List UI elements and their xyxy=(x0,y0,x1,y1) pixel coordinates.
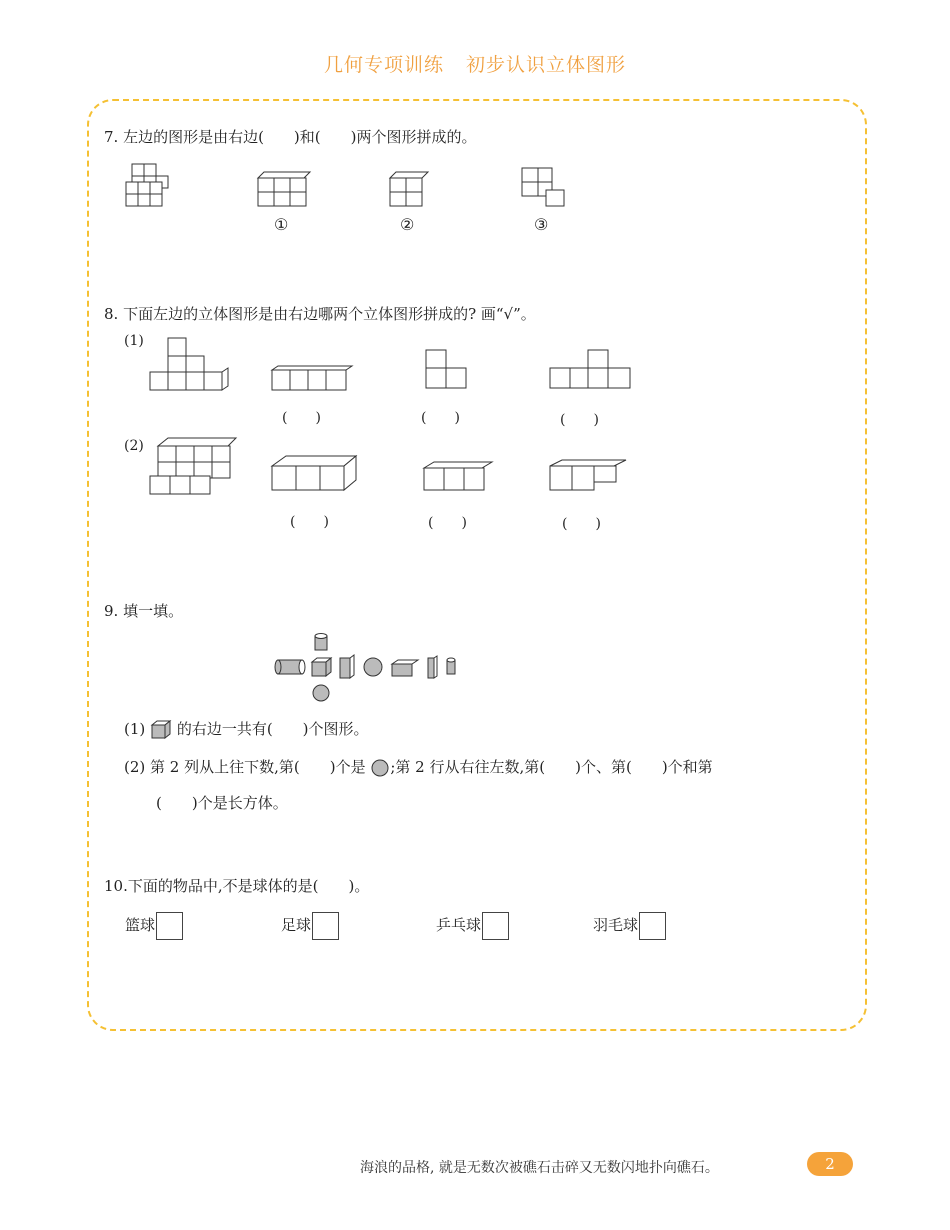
q8-2-paren-a[interactable]: ( ) xyxy=(290,514,329,530)
answer-checkbox[interactable] xyxy=(482,912,509,940)
header-topic: 几何专项训练 xyxy=(323,54,444,76)
q7-text: 7. 左边的图形是由右边( )和( )两个图形拼成的。 xyxy=(104,128,477,146)
q7-label-2: ② xyxy=(400,215,415,234)
q7-label-3: ③ xyxy=(534,215,549,234)
q8-1-paren-b[interactable]: ( ) xyxy=(421,410,460,426)
q10-option-pingpong[interactable] xyxy=(436,912,509,940)
q9-sub1 xyxy=(124,718,369,740)
q10-option-label: 羽毛球 xyxy=(593,916,639,934)
q10-option-label: 篮球 xyxy=(125,916,156,934)
q9-sub2-text-a: (2) 第 2 列从上往下数,第( )个是 xyxy=(124,758,366,776)
header-subtopic: 初步认识立体图形 xyxy=(466,54,627,76)
footer-quote: 海浪的品格, 就是无数次被礁石击碎又无数闪地扑向礁石。 xyxy=(360,1160,719,1176)
q9-shapes-arrangement xyxy=(272,632,464,704)
answer-checkbox[interactable] xyxy=(639,912,666,940)
q8-2-option-c-figure xyxy=(548,458,630,494)
q8-1-option-c-figure xyxy=(548,348,634,394)
q10-text: 10.下面的物品中,不是球体的是( )。 xyxy=(104,877,370,895)
q8-1-paren-c[interactable]: ( ) xyxy=(560,412,599,428)
q7-option-2-figure xyxy=(388,170,430,210)
q8-1-left-figure xyxy=(148,332,234,394)
q8-part-1-label: (1) xyxy=(124,333,144,349)
answer-checkbox[interactable] xyxy=(312,912,339,940)
answer-checkbox[interactable] xyxy=(156,912,183,940)
q8-2-option-a-figure xyxy=(270,454,360,494)
q7-label-1: ① xyxy=(274,215,289,234)
q10-option-shuttlecock[interactable] xyxy=(593,912,666,940)
q7-option-3-figure xyxy=(520,164,568,210)
q10-option-basketball[interactable] xyxy=(125,912,183,940)
page-header xyxy=(0,50,950,77)
q9-sub1-number: (1) xyxy=(124,720,146,738)
q8-1-option-a-figure xyxy=(270,364,356,394)
q9-sub1-text: 的右边一共有( )个图形。 xyxy=(176,720,369,738)
q8-2-left-figure xyxy=(148,436,240,498)
q8-part-2-label: (2) xyxy=(124,438,144,454)
q9-sub2-text-b: ;第 2 行从右往左数,第( )个、第( )个和第 xyxy=(390,758,713,776)
q9-sub2 xyxy=(124,756,713,778)
q9-sub2-line2: ( )个是长方体。 xyxy=(156,794,288,812)
cube-icon xyxy=(150,720,172,740)
q10-option-label: 足球 xyxy=(281,916,312,934)
q8-2-paren-b[interactable]: ( ) xyxy=(428,515,467,531)
q7-option-1-figure xyxy=(256,170,312,210)
q8-1-paren-a[interactable]: ( ) xyxy=(282,410,321,426)
q8-text: 8. 下面左边的立体图形是由右边哪两个立体图形拼成的? 画“√”。 xyxy=(104,305,536,323)
sphere-icon xyxy=(370,758,390,778)
q7-left-figure xyxy=(120,160,170,210)
q10-option-label: 乒乓球 xyxy=(436,916,482,934)
q8-1-option-b-figure xyxy=(420,346,472,392)
q10-option-football[interactable] xyxy=(281,912,339,940)
q8-2-paren-c[interactable]: ( ) xyxy=(562,516,601,532)
q9-text: 9. 填一填。 xyxy=(104,602,184,620)
q8-2-option-b-figure xyxy=(422,460,496,494)
page-number-badge: 2 xyxy=(807,1152,853,1176)
